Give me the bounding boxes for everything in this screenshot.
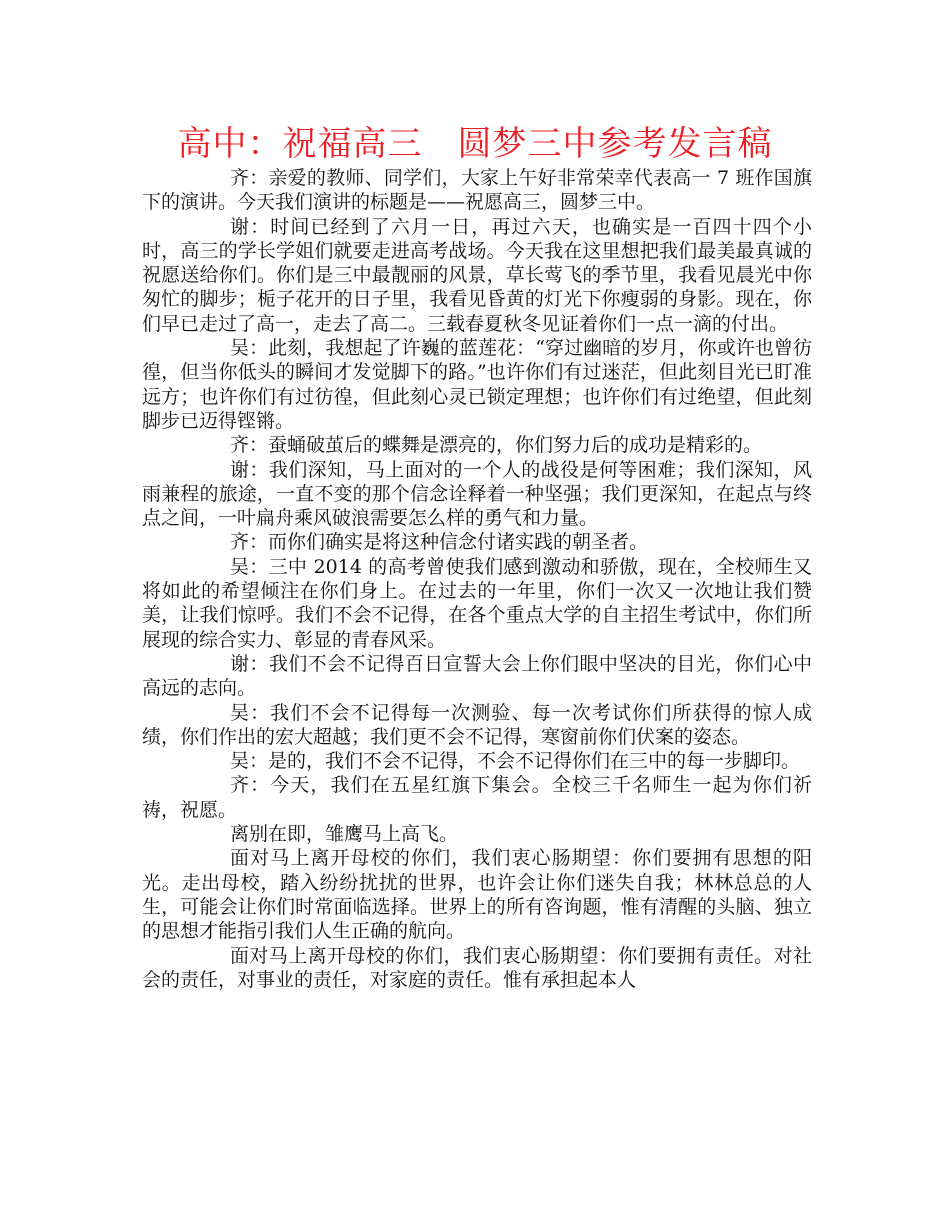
- document-body: [142, 166, 812, 992]
- paragraph: 齐：蚕蛹破茧后的蝶舞是漂亮的，你们努力后的成功是精彩的。: [230, 434, 763, 457]
- paragraph: 谢：我们深知，马上面对的一个人的战役是何等困难；我们深知，风雨兼程的旅途，一直不变的那个信念诠释着一种坚强；我们更深知，在起点与终点之间，一叶扁舟乘风破浪需要怎么样的勇气和力量。: [142, 458, 812, 530]
- paragraph: 离别在即，雏鹰马上高飞。: [230, 823, 459, 846]
- paragraph: 面对马上离开母校的你们，我们衷心肠期望：你们要拥有责任。对社会的责任，对事业的责任，对家庭的责任。惟有承担起本人: [142, 944, 812, 991]
- paragraph: 谢：时间已经到了六月一日，再过六天，也确实是一百四十四个小时，高三的学长学姐们就要走进高考战场。今天我在这里想把我们最美最真诚的祝愿送给你们。你们是三中最靓丽的风景，草长莺飞的季节里，我看见晨光中你匆忙的脚步；栀子花开的日子里，我看见昏黄的灯光下你瘦弱的身影。现在，你们早已走过了高一，走去了高二。三载春夏秋冬见证着你们一点一滴的付出。: [142, 215, 812, 335]
- paragraph: 齐：今天，我们在五星红旗下集会。全校三千名师生一起为你们祈祷，祝愿。: [142, 774, 812, 821]
- paragraph: 面对马上离开母校的你们，我们衷心肠期望：你们要拥有思想的阳光。走出母校，踏入纷纷扰扰的世界，也许会让你们迷失自我；林林总总的人生，可能会让你们时常面临选择。世界上的所有咨询题，惟有清醒的头脑、独立的思想才能指引我们人生正确的航向。: [142, 847, 812, 943]
- paragraph: 齐：亲爱的教师、同学们，大家上午好非常荣幸代表高一 7 班作国旗下的演讲。今天我们演讲的标题是——祝愿高三，圆梦三中。: [142, 167, 812, 214]
- document-title: 高中：祝福高三 圆梦三中参考发言稿: [177, 124, 773, 164]
- paragraph: 吴：是的，我们不会不记得，不会不记得你们在三中的每一步脚印。: [230, 750, 801, 773]
- paragraph: 谢：我们不会不记得百日宣誓大会上你们眼中坚决的目光，你们心中高远的志向。: [142, 652, 812, 700]
- paragraph: 吴：三中 2014 的高考曾使我们感到激动和骄傲，现在，全校师生又将如此的希望倾注在你们身上。在过去的一年里，你们一次又一次地让我们赞美，让我们惊呼。我们不会不记得，在各个重点大学的自主招生考试中，你们所展现的综合实力、彰显的青春风采。: [142, 555, 812, 651]
- paragraph: 吴：我们不会不记得每一次测验、每一次考试你们所获得的惊人成绩，你们作出的宏大超越；我们更不会不记得，寒窗前你们伏案的姿态。: [142, 701, 812, 748]
- paragraph: 齐：而你们确实是将这种信念付诸实践的朝圣者。: [230, 531, 649, 554]
- paragraph: 吴：此刻，我想起了许巍的蓝莲花：“穿过幽暗的岁月，你或许也曾彷徨，但当你低头的瞬间才发觉脚下的路。”也许你们有过迷茫，但此刻目光已盯准远方；也许你们有过彷徨，但此刻心灵已锁定理想；也许你们有过绝望，但此刻脚步已迈得铿锵。: [142, 337, 812, 432]
